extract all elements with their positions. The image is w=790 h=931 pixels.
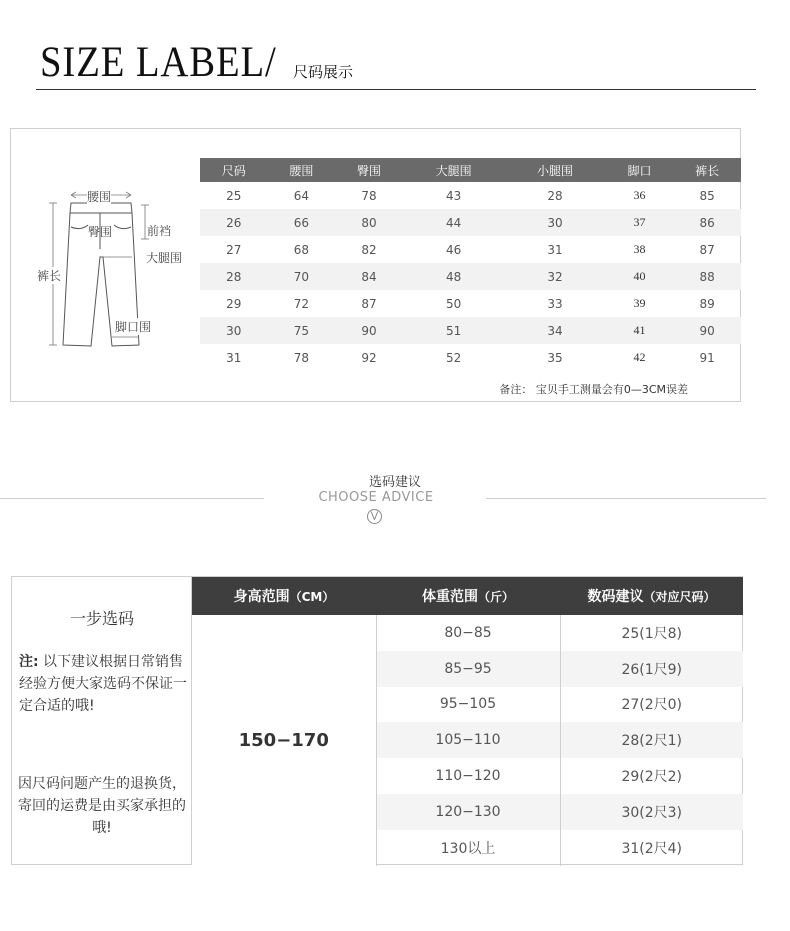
col-waist: 腰围	[268, 158, 336, 182]
advice-subtitle: CHOOSE ADVICE	[318, 490, 434, 505]
size-chart-panel	[10, 128, 741, 402]
size-cell: 25(1尺8)	[560, 615, 743, 651]
cell: 88	[673, 263, 741, 290]
cell: 29	[226, 296, 242, 311]
size-table-header	[200, 158, 741, 182]
pants-diagram	[33, 187, 198, 362]
cell: 25	[226, 188, 242, 203]
col-thigh: 大腿围	[403, 158, 504, 182]
cell: 31	[547, 242, 563, 257]
col-length: 裤长	[673, 158, 741, 182]
cell: 38	[633, 242, 646, 256]
cell: 70	[268, 263, 336, 290]
size-label-subtitle: 尺码展示	[293, 63, 354, 81]
cell: 51	[403, 317, 504, 344]
weight-cell: 95−105	[376, 687, 560, 723]
weight-cell: 130以上	[376, 830, 560, 866]
cell: 32	[504, 263, 605, 290]
cell: 91	[699, 350, 715, 365]
size-cell: 29(2尺2)	[560, 758, 743, 794]
table-row	[200, 182, 741, 209]
advice-note	[19, 651, 191, 717]
cell: 37	[606, 209, 674, 236]
cell: 34	[504, 317, 605, 344]
cell: 87	[361, 296, 377, 311]
waist-label: 腰围	[87, 190, 112, 204]
thigh-label: 大腿围	[146, 251, 183, 265]
cell: 43	[445, 188, 462, 203]
cell: 27	[226, 242, 242, 257]
cell: 72	[293, 296, 310, 311]
note-text: 以下建议根据日常销售经验方便大家选码不保证一定合适的哦!	[19, 654, 187, 714]
cell: 30	[504, 209, 605, 236]
cell: 42	[633, 350, 646, 364]
advice-left-title: 一步选码	[69, 609, 134, 628]
table-row	[192, 615, 743, 651]
cell: 84	[335, 263, 403, 290]
size-cell: 31(2尺4)	[560, 830, 743, 866]
advice-table	[192, 577, 743, 866]
cell: 78	[361, 188, 377, 203]
cell: 80	[335, 209, 403, 236]
length-label: 裤长	[37, 269, 62, 283]
table-row	[200, 209, 741, 236]
cell: 86	[673, 209, 741, 236]
cell: 36	[633, 188, 646, 202]
cell: 85	[699, 188, 715, 203]
weight-cell: 105−110	[376, 722, 560, 758]
advice-panel	[11, 576, 743, 865]
cell: 31	[226, 350, 242, 365]
cell: 48	[403, 263, 504, 290]
col-height-range: 身高范围（CM）	[192, 577, 376, 615]
size-cell: 27(2尺0)	[560, 687, 743, 723]
weight-cell: 110−120	[376, 758, 560, 794]
cell: 26	[200, 209, 268, 236]
front-rise-label: 前裆	[147, 224, 172, 238]
col-size-advice: 数码建议（对应尺码）	[560, 577, 743, 615]
table-row	[200, 344, 741, 371]
cell: 30	[200, 317, 268, 344]
col-hip: 臀围	[335, 158, 403, 182]
size-cell: 28(2尺1)	[560, 722, 743, 758]
cell: 35	[547, 350, 563, 365]
cell: 92	[361, 350, 377, 365]
table-row	[200, 236, 741, 263]
col-weight-range: 体重范围（斤）	[376, 577, 560, 615]
weight-cell: 85−95	[376, 651, 560, 687]
size-cell: 30(2尺3)	[560, 794, 743, 830]
return-shipping-note: 因尺码问题产生的退换货，寄回的运费是由买家承担的哦!	[18, 776, 186, 836]
hip-label: 臀围	[88, 225, 113, 239]
table-row	[200, 317, 741, 344]
page-header	[40, 39, 758, 88]
cell: 78	[293, 350, 310, 365]
cell: 87	[699, 242, 715, 257]
weight-cell: 120−130	[376, 794, 560, 830]
measurement-note: 备注： 宝贝手工测量会有0—3CM误差	[499, 383, 688, 396]
cell: 89	[699, 296, 715, 311]
cell: 28	[200, 263, 268, 290]
hem-label: 脚口围	[115, 320, 152, 334]
cell: 41	[606, 317, 674, 344]
cell: 39	[633, 296, 646, 310]
cell: 75	[268, 317, 336, 344]
advice-title: 选码建议	[368, 475, 421, 490]
cell: 33	[547, 296, 563, 311]
cell: 44	[403, 209, 504, 236]
table-row	[200, 290, 741, 317]
size-table	[200, 158, 741, 371]
weight-cell: 80−85	[376, 615, 560, 651]
advice-left-column	[12, 577, 192, 864]
table-row	[200, 263, 741, 290]
advice-table-header	[192, 577, 743, 615]
header-underline	[36, 89, 756, 90]
col-size: 尺码	[200, 158, 268, 182]
cell: 82	[361, 242, 377, 257]
note-label: 注:	[19, 654, 39, 670]
cell: 66	[268, 209, 336, 236]
cell: 50	[445, 296, 462, 311]
chevron-down-circle-icon: ⋁	[367, 509, 382, 524]
cell: 90	[673, 317, 741, 344]
col-hem: 脚口	[606, 158, 674, 182]
cell: 46	[445, 242, 462, 257]
cell: 52	[445, 350, 462, 365]
size-label-title: SIZE LABEL/	[40, 39, 277, 86]
cell: 68	[293, 242, 310, 257]
size-cell: 26(1尺9)	[560, 651, 743, 687]
cell: 40	[606, 263, 674, 290]
height-range-cell: 150−170	[192, 615, 376, 866]
cell: 28	[547, 188, 563, 203]
col-calf: 小腿围	[504, 158, 605, 182]
cell: 90	[335, 317, 403, 344]
cell: 64	[293, 188, 310, 203]
